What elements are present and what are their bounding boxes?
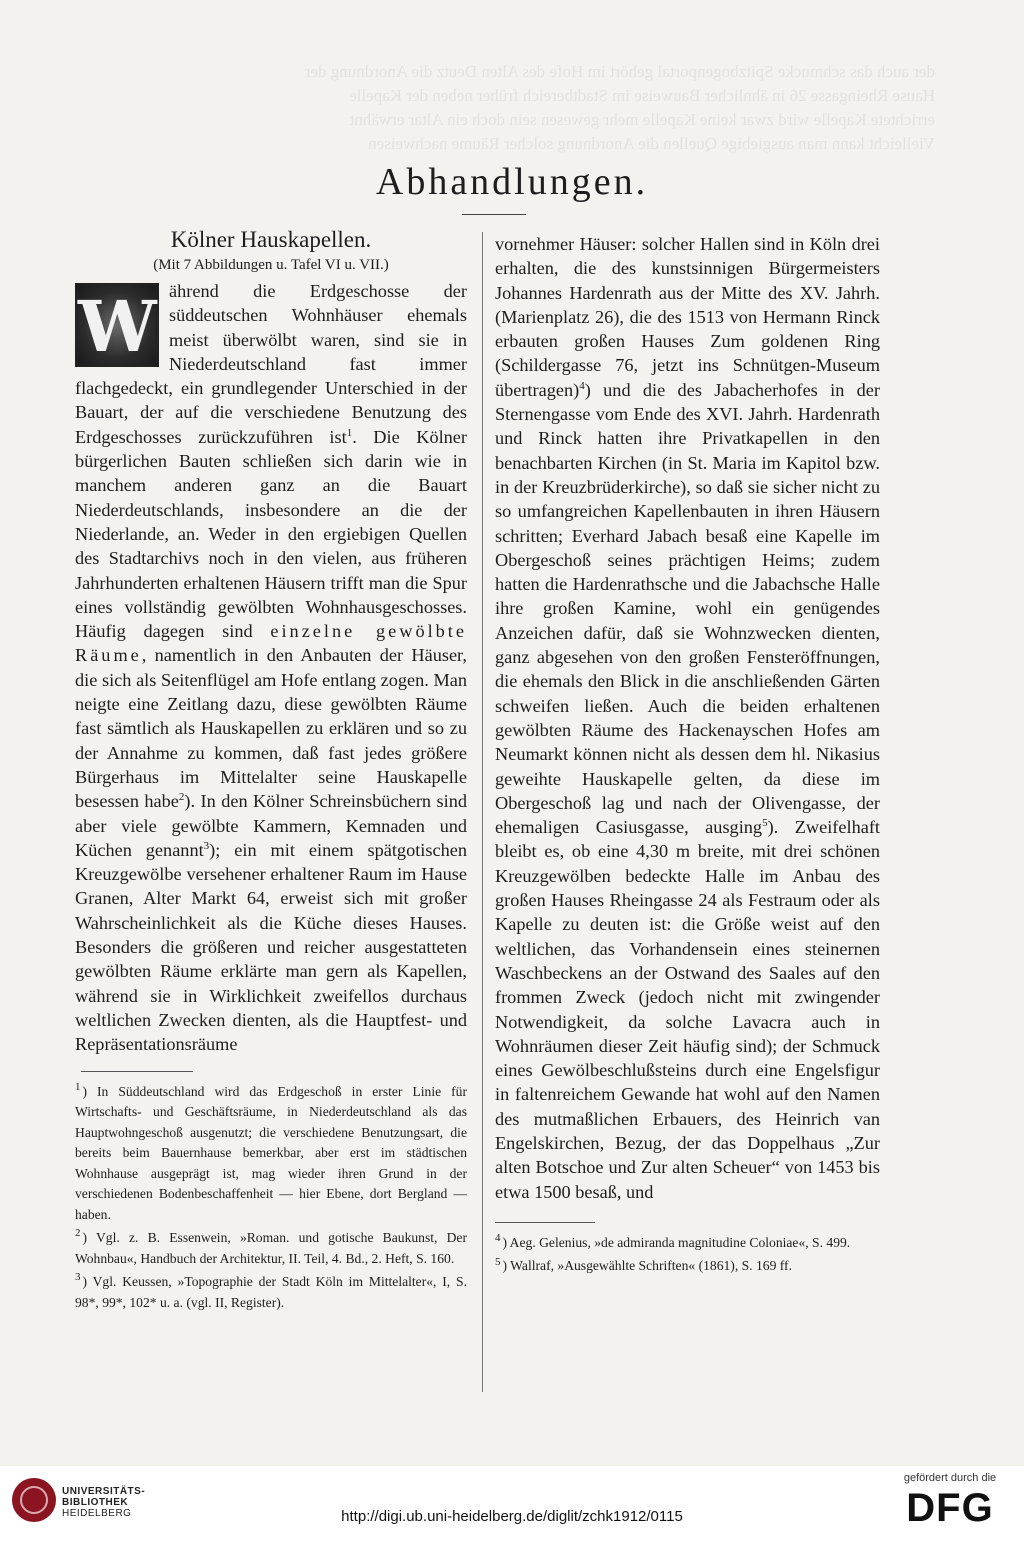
footnote-1 — [75, 1082, 467, 1226]
left-text-part-3: , namentlich in den Anbauten der Häuser, die sich als Seitenflügel am Hofe entlang zogen. Man neigte eine Zeitlang dazu, diese gewölbten Räume fast sämtlich als Hauskapellen zu erklären und so zu der Annahme zu kommen, daß fast jedes größere Bürgerhaus im Mittelalter seine Hauskapelle besessen habe — [75, 645, 467, 812]
left-text-part-2: . Die Kölner bürgerlichen Bauten schließen sich darin wie in manchem anderen ganz an die Bauart Niederdeutschlands, insbesondere an die der Niederlande, an. Weder in den ergiebigen Quellen des Stadtarchivs noch in den vielen, aus früheren Jahrhunderten erhaltenen Häusern trifft man die Spur eines vollständig gewölbten Wohnhausgeschosses. Häufig dagegen sind — [75, 426, 468, 642]
footnote-ref-4[interactable]: 4 — [579, 379, 585, 392]
footnote-ref-3[interactable]: 3 — [203, 839, 210, 852]
footnote-text: ) Vgl. Keussen, »Topographie der Stadt Köln im Mittelalter«, I, S. 98*, 99*, 102* u. a. (vgl. II, Register). — [75, 1274, 467, 1310]
footnote-2 — [75, 1228, 467, 1269]
bleed-through-text: der auch das schmucke Spitzbogenportal gehört im Hofe des Alten Deutz die Anordnung der Hause Rheingasse 26 in ähnlicher Bauweise im Stadtbereich früher neben der Kapelle errichtete Kapelle wird zwar keine Kapelle mehr gewesen sein doch ein Altar erwähnt Vielleicht kann man ausgiebige Quellen die Anordnung solcher Räume nachweisen — [304, 62, 935, 153]
footnotes-right — [495, 1233, 880, 1277]
footnote-mark: 3 — [75, 1271, 81, 1284]
left-text-part-4: ). In den Kölner Schreinsbüchern sind aber viele gewölbte Kammern, Kemnaden und Küchen genannt — [75, 791, 467, 860]
library-name-line-3: HEIDELBERG — [62, 1508, 132, 1519]
footnote-rule-left — [81, 1071, 193, 1072]
footnote-mark: 2 — [75, 1227, 81, 1240]
left-text-part-5: ); ein mit einem spätgotischen Kreuzgewölbe versehener erhaltener Raum im Hause Granen, Alter Markt 64, erweist sich mit großer Wahrscheinlichkeit als die Küche dieses Hauses. Besonders die größeren und reicher ausgestatteten gewölbten Räume erklärte man gern als Kapellen, während sie in Wirklichkeit zweifellos durchaus weltlichen Zwecken dienten, als die Hauptfest- und Repräsentationsräume — [75, 839, 467, 1055]
footnote-text: ) Wallraf, »Ausgewählte Schriften« (1861), S. 169 ff. — [502, 1258, 792, 1274]
left-column-text — [75, 279, 467, 1057]
dropcap-letter: W — [78, 285, 157, 368]
right-text-part-3: ). Zweifelhaft bleibt es, ob eine 4,30 m breite, mit drei schönen Kreuzgewölben bedeckte Halle im Anbau des großen Hauses Rheingasse 24 als Festraum oder als Kapelle zu deuten ist: die Größe weist auf den weltlichen, das Vorhandensein eines steinernen Waschbeckens an der Ostwand des Saales auf den frommen Zweck (jedoch nicht mit zwingender Notwendigkeit, da solche Lavacra auch in Wohnräumen dieser Zeit häufig sind); der Schmuck eines Gewölbeschlußsteins durch eine Engelsfigur in faltenreichem Gewande hat wohl auf den Namen des mutmaßlichen Erbauers, des Heinrich van Engelskirchen, Bezug, der das Doppelhaus „Zur alten Botschoe und Zur alten Scheuer“ von 1453 bis etwa 1500 besaß, und — [495, 817, 880, 1202]
footnote-mark: 1 — [75, 1080, 81, 1093]
page-title: Abhandlungen. — [375, 161, 649, 203]
footnote-mark: 4 — [495, 1232, 501, 1245]
footnote-text: ) Aeg. Gelenius, »de admiranda magnitudine Coloniae«, S. 499. — [502, 1234, 851, 1250]
source-url-link[interactable]: http://digi.ub.uni-heidelberg.de/diglit/zchk1912/0115 — [341, 1508, 683, 1525]
dfg-logo: DFG — [906, 1486, 994, 1530]
footnote-rule-right — [495, 1222, 595, 1223]
footnote-text: ) In Süddeutschland wird das Erdgeschoß in erster Linie für Wirtschafts- und Geschäftsräume, in Niederdeutschland als das Hauptwohngeschoß ausgenutzt; die verschiedene Benutzungsart, die bereits beim Bauernhause bemerkbar, aber erst im städtischen Wohnhause ausgeprägt ist, mag wieder ihren Grund in der verschiedenen Bodenbeschaffenheit — hier Ebene, dort Bergland — haben. — [75, 1083, 467, 1222]
funder-label: gefördert durch die — [903, 1472, 997, 1484]
column-divider — [482, 232, 483, 1392]
title-rule — [462, 214, 526, 215]
footnotes-left — [75, 1082, 467, 1314]
funder-block[interactable] — [880, 1472, 1020, 1530]
footnote-text: ) Vgl. z. B. Essenwein, »Roman. und gotische Baukunst, Der Wohnbau«, Handbuch der Architektur, II. Teil, 4. Bd., 2. Heft, S. 160. — [75, 1230, 467, 1266]
footnote-3 — [75, 1272, 467, 1313]
article-subtitle: (Mit 7 Abbildungen u. Tafel VI u. VII.) — [153, 257, 389, 273]
footnote-ref-1[interactable]: 1 — [346, 426, 353, 439]
left-text-spaced: einzelne gewölbte Räume — [75, 621, 468, 666]
left-column — [75, 226, 467, 1316]
right-column — [495, 232, 880, 1280]
dropcap-initial — [75, 283, 159, 367]
footnote-4 — [495, 1233, 880, 1254]
left-text-part-1: ährend die Erdgeschosse der süddeutschen Wohnhäuser ehemals meist überwölbt waren, sind sie in Niederdeutschland fast immer flachgedeckt, ein grundlegender Unterschied in der Bauart, der auf die verschiedene Benutzung des Erdgeschosses zurückzuführen ist — [75, 281, 467, 447]
right-text-part-2: ) und die des Jabacherhofes in der Sternengasse vom Ende des XVI. Jahrh. Hardenrath und Rinck hatten ihre Privatkapellen in den benachbarten Kirchen (in St. Maria im Kapitol bzw. in der Kreuzbrüderkirche), so daß sie sicher nicht zu so umfangreichen Kapellenbauten in ihren Häusern schritten; Everhard Jabach besaß eine Kapelle im Obergeschoß seines prächtigen Heims; zudem hatten die Hardenrathsche und die Jabachsche Halle ihre großen Kamine, wohl ein genügendes Anzeichen dafür, daß sie Wohnzwecken dienten, ganz abgesehen von den großen Fensteröffnungen, die ehemals den Blick in die anschließenden Gärten schweifen ließen. Auch die beiden erhaltenen gewölbten Räume des Hackenayschen Hofes am Neumarkt können nicht als dessen dem hl. Nikasius geweihte Hauskapelle gelten, da diese im Obergeschoß lag und nach der Olivengasse, der ehemaligen Casiusgasse, ausging — [495, 379, 880, 838]
right-text-part-1: vornehmer Häuser: solcher Hallen sind in Köln drei erhalten, die des kunstsinnigen Bürgermeisters Johannes Hardenrath aus der Mitte des XV. Jahrh. (Marienplatz 26), die des 1513 von Hermann Rinck erbauten großen Hauses Zum goldenen Ring (Schildergasse 76, jetzt ins Schnütgen-Museum übertragen) — [495, 234, 880, 400]
library-name-line-1: UNIVERSITÄTS- — [62, 1486, 146, 1497]
article-title: Kölner Hauskapellen. — [170, 227, 372, 252]
footnote-ref-5[interactable]: 5 — [762, 817, 768, 830]
footnote-5 — [495, 1256, 880, 1277]
right-column-text — [495, 232, 880, 1204]
footnote-mark: 5 — [495, 1255, 501, 1268]
library-name-line-2: BIBLIOTHEK — [62, 1497, 129, 1508]
footnote-ref-2[interactable]: 2 — [178, 791, 185, 804]
